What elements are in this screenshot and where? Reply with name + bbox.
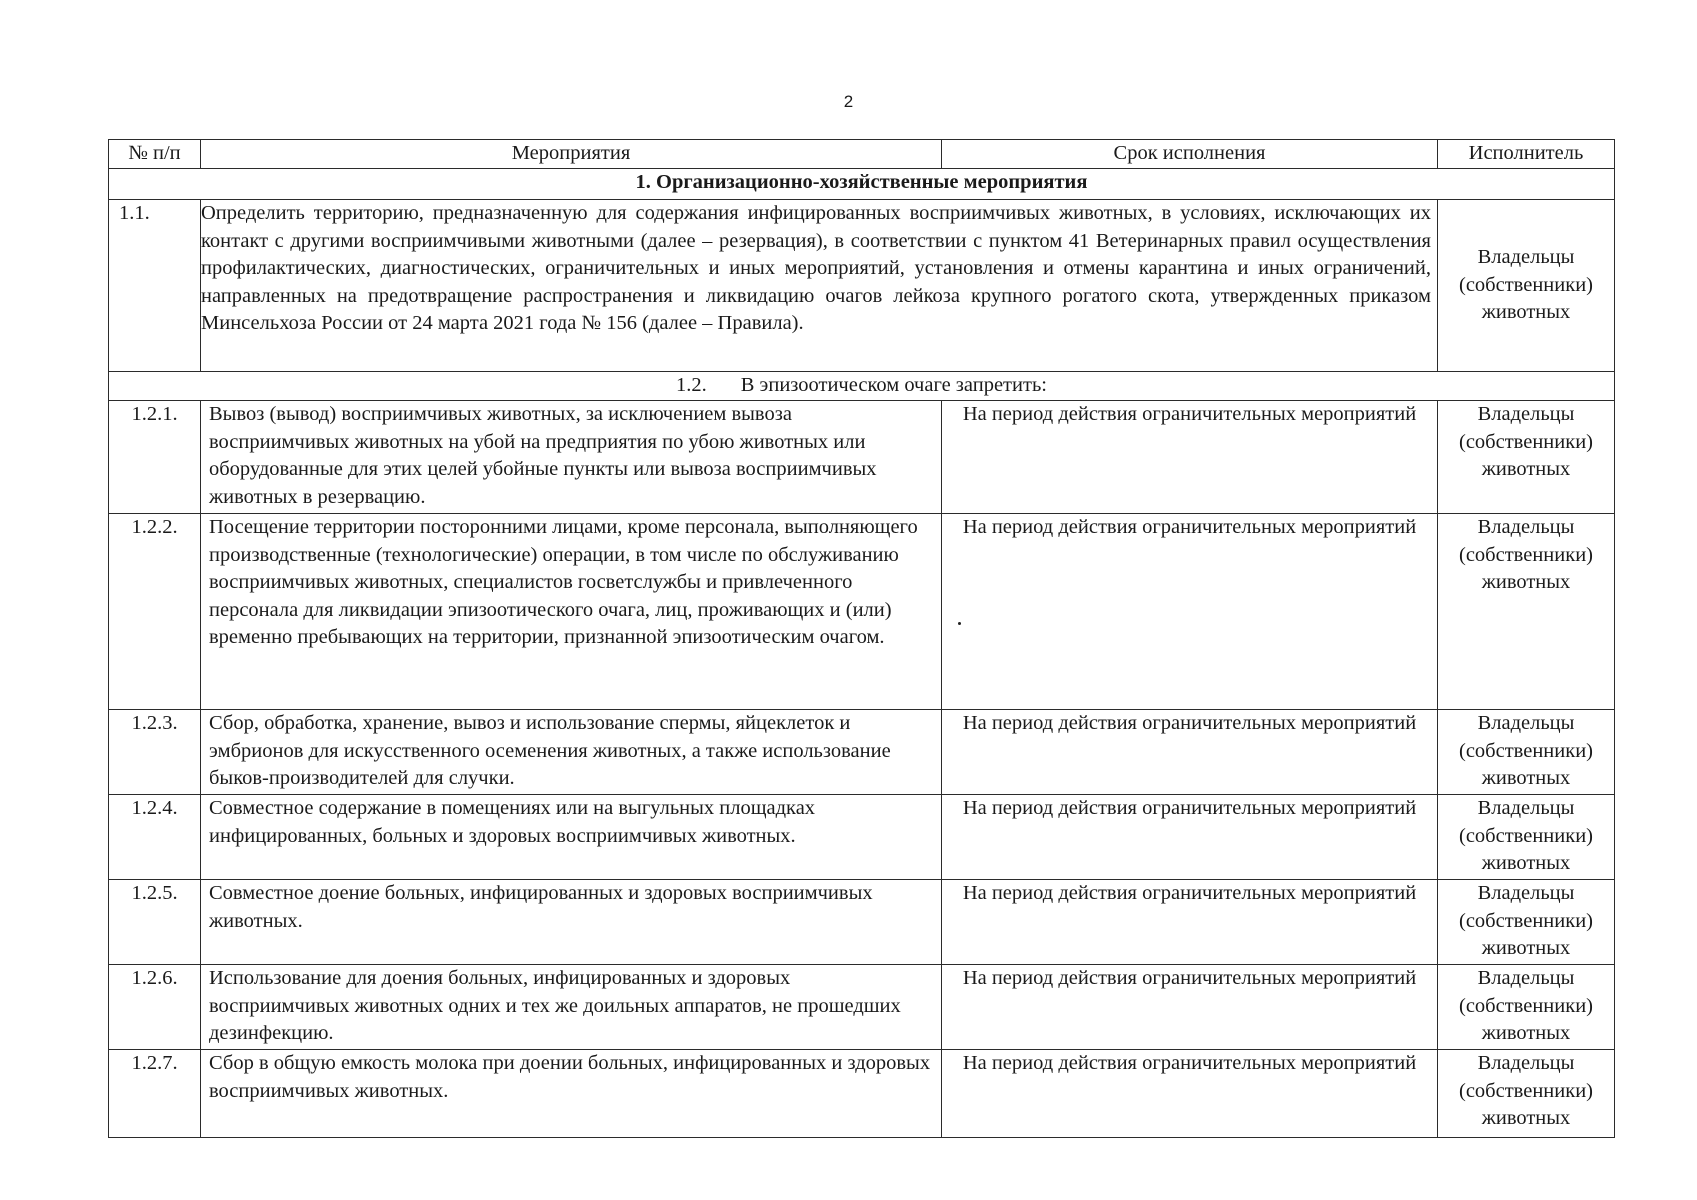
row-num: 1.2.6. — [109, 965, 201, 1050]
row-action: Вывоз (вывод) восприимчивых животных, за исключением вывоза восприимчивых животных на убой на предприятия по убою животных или оборудованные для этих целей убойные пункты или вывоза восприимчивых животных в резервацию. — [201, 401, 942, 514]
row-num: 1.2.4. — [109, 795, 201, 880]
header-num: № п/п — [109, 140, 201, 169]
item-1-1-num: 1.1. — [109, 200, 201, 372]
table-row — [109, 401, 1615, 514]
row-action: Использование для доения больных, инфицированных и здоровых восприимчивых животных одних и тех же доильных аппаратов, не прошедших дезинфекцию. — [201, 965, 942, 1050]
row-action: Сбор, обработка, хранение, вывоз и использование спермы, яйцеклеток и эмбрионов для искусственного осеменения животных, а также использование быков-производителей для случки. — [201, 710, 942, 795]
row-term: На период действия ограничительных мероприятий — [942, 880, 1438, 965]
table-row — [109, 880, 1615, 965]
table-row — [109, 1050, 1615, 1138]
subheading-num: 1.2. — [676, 374, 707, 396]
table-row — [109, 710, 1615, 795]
row-term: На период действия ограничительных мероприятий — [942, 795, 1438, 880]
row-executor: Владельцы (собственники) животных — [1438, 1050, 1615, 1138]
header-action: Мероприятия — [201, 140, 942, 169]
section-title: 1. Организационно-хозяйственные мероприятия — [109, 169, 1615, 200]
item-1-1-executor: Владельцы (собственники) животных — [1438, 200, 1615, 372]
row-executor: Владельцы (собственники) животных — [1438, 965, 1615, 1050]
row-term: На период действия ограничительных мероприятий — [942, 514, 1438, 710]
row-action: Посещение территории посторонними лицами, кроме персонала, выполняющего производственные (технологические) операции, в том числе по обслуживанию восприимчивых животных, специалистов госветслужбы и привлеченного персонала для ликвидации эпизоотического очага, лиц, проживающих и (или) временно пребывающих на территории, признанной эпизоотическим очагом. — [201, 514, 942, 710]
item-1-1-text: Определить территорию, предназначенную для содержания инфицированных восприимчивых животных, в условиях, исключающих их контакт с другими восприимчивыми животными (далее – резервация), в соответствии с пунктом 41 Ветеринарных правил осуществления профилактических, диагностических, ограничительных и иных мероприятий, установления и отмены карантина и иных ограничений, направленных на предотвращение распространения и ликвидацию очагов лейкоза крупного рогатого скота, утвержденных приказом Минсельхоза России от 24 марта 2021 года № 156 (далее – Правила). — [201, 200, 1438, 372]
subheading — [109, 372, 1615, 401]
row-executor: Владельцы (собственники) животных — [1438, 710, 1615, 795]
row-term: На период действия ограничительных мероприятий — [942, 710, 1438, 795]
table-row — [109, 965, 1615, 1050]
header-executor: Исполнитель — [1438, 140, 1615, 169]
row-executor: Владельцы (собственники) животных — [1438, 880, 1615, 965]
row-term: На период действия ограничительных мероприятий — [942, 401, 1438, 514]
table-header-row — [109, 140, 1615, 169]
row-term: На период действия ограничительных мероприятий — [942, 965, 1438, 1050]
row-action: Совместное содержание в помещениях или на выгульных площадках инфицированных, больных и здоровых восприимчивых животных. — [201, 795, 942, 880]
row-executor: Владельцы (собственники) животных — [1438, 514, 1615, 710]
row-num: 1.2.2. — [109, 514, 201, 710]
scan-dot-mark — [958, 622, 961, 625]
item-1-1-row — [109, 200, 1615, 372]
row-term: На период действия ограничительных мероприятий — [942, 1050, 1438, 1138]
row-num: 1.2.3. — [109, 710, 201, 795]
row-num: 1.2.1. — [109, 401, 201, 514]
row-action: Совместное доение больных, инфицированных и здоровых восприимчивых животных. — [201, 880, 942, 965]
row-num: 1.2.7. — [109, 1050, 201, 1138]
subheading-row — [109, 372, 1615, 401]
page-number: 2 — [843, 92, 854, 111]
row-executor: Владельцы (собственники) животных — [1438, 795, 1615, 880]
row-executor: Владельцы (собственники) животных — [1438, 401, 1615, 514]
section-row — [109, 169, 1615, 200]
measures-table — [108, 139, 1615, 1138]
row-num: 1.2.5. — [109, 880, 201, 965]
subheading-text: В эпизоотическом очаге запретить: — [740, 374, 1047, 396]
table-row — [109, 514, 1615, 710]
table-row — [109, 795, 1615, 880]
row-action: Сбор в общую емкость молока при доении больных, инфицированных и здоровых восприимчивых животных. — [201, 1050, 942, 1138]
header-term: Срок исполнения — [942, 140, 1438, 169]
